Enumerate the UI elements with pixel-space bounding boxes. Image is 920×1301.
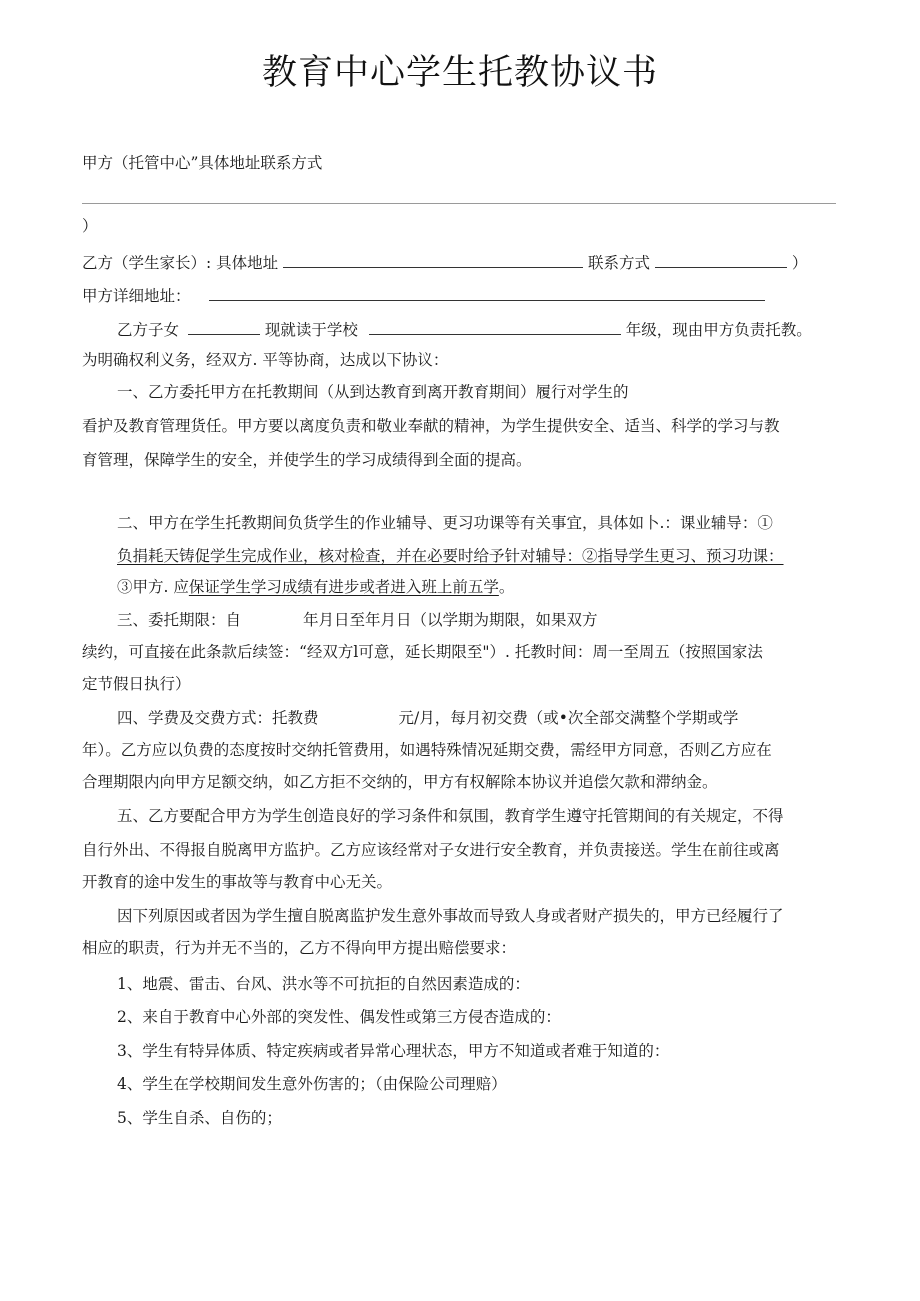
clause2-line-3: [117, 576, 514, 598]
clause3-line-1-a: 三、委托期限：自: [117, 611, 242, 629]
exemption-intro-line-2: 相应的职责，行为并无不当的，乙方不得向甲方提出赔偿要求：: [82, 939, 517, 957]
clause2-line-3-plain: ③甲方. 应: [117, 578, 189, 596]
clause4-line-3: 合理期限内向甲方足额交纳，如乙方拒不交纳的，甲方有权解除本协议并追偿欠款和滞纳金。: [82, 773, 718, 791]
clause3-line-3: 定节假日执行）: [82, 675, 191, 693]
party-a-address-label: 甲方详细地址：: [82, 287, 191, 305]
clause3-line-2: 续约，可直接在此条款后续签：“经双方l可意，延长期限至"）. 托教时间：周一至周五（按照国家法: [82, 643, 763, 661]
party-b-contact-label: 联系方式: [588, 254, 651, 272]
party-a-address-blank: [209, 284, 765, 301]
party-a-close: ）: [82, 217, 98, 235]
child-middle: 现就读于学校: [264, 321, 358, 339]
clause1-line-1: 一、乙方委托甲方在托教期间（从到达教育到离开教育期间）履行对学生的: [117, 383, 629, 401]
clause4-line-2: 年）。乙方应以负费的态度按时交纳托管费用，如遇特殊情况延期交费，需经甲方同意，否则乙方应在: [82, 741, 772, 759]
clause4-line-1: [117, 707, 738, 729]
clause2-line-3-underlined: 保证学生学习成绩有进步或者进入班上前五学: [188, 578, 499, 596]
clause2-line-1: 二、甲方在学生托教期间负货学生的作业辅导、更习功课等有关事宜，具体如卜.：课业辅导：①: [117, 514, 773, 532]
clause5-line-3: 开教育的途中发生的事故等与教育中心无关。: [82, 873, 393, 891]
clause2-line-3-end: 。: [498, 578, 515, 596]
exemption-item-4: 4、学生在学校期间发生意外伤害的；（由保险公司理赔）: [117, 1075, 507, 1093]
school-blank: [369, 318, 621, 335]
clause4-line-1-a: 四、学费及交费方式：托教费: [117, 709, 319, 727]
clause3-line-1-b: 年月日至年月日（以学期为期限，如果双方: [303, 611, 598, 629]
clause1-line-2: 看护及教育管理货任。甲方要以离度负责和敬业奉献的精神，为学生提供安全、适当、科学的学习与教: [82, 417, 780, 435]
exemption-item-3: 3、学生有特异体质、特定疾病或者异常心理状态，甲方不知道或者难于知道的：: [117, 1042, 670, 1060]
party-b-contact-blank: [655, 251, 787, 268]
child-suffix: 年级，现由甲方负责托教。: [625, 321, 812, 339]
clause5-line-2: 自行外出、不得报自脱离甲方监护。乙方应该经常对子女进行安全教育，并负责接送。学生在前往或离: [82, 841, 780, 859]
party-b-address-blank: [283, 251, 583, 268]
clause3-line-1: [117, 609, 598, 631]
child-prefix: 乙方子女: [117, 321, 180, 339]
exemption-item-5: 5、学生自杀、自伤的；: [117, 1109, 282, 1127]
party-b-line: [82, 251, 807, 274]
document-title: 教育中心学生托教协议书: [261, 53, 658, 93]
party-a-line: 甲方（托管中心”具体地址联系方式: [82, 154, 323, 172]
party-a-address-line: [82, 284, 765, 307]
child-line: [117, 318, 812, 341]
clause2-line-2: 负捐耗天铸促学生完成作业，核对检查，并在必要时给予针对辅导：②指导学生更习、预习功课：: [117, 547, 784, 565]
exemption-item-1: 1、地震、雷击、台风、洪水等不可抗拒的自然因素造成的：: [117, 975, 530, 993]
clause1-line-3: 育管理，保障学生的安全，并使学生的学习成绩得到全面的提高。: [82, 451, 532, 469]
exemption-item-2: 2、来自于教育中心外部的突发性、偶发性或第三方侵杏造成的：: [117, 1008, 561, 1026]
party-a-fill-line: [82, 203, 836, 204]
party-b-close: ）: [791, 254, 808, 272]
exemption-intro-line-1: 因下列原因或者因为学生擅自脱离监护发生意外事故而导致人身或者财产损失的，甲方已经履行了: [117, 907, 784, 925]
clause4-line-1-b: 元/月，每月初交费（或•次全部交满整个学期或学: [398, 709, 739, 727]
intro-line: 为明确权利义务，经双方. 平等协商，达成以下协议：: [82, 351, 449, 369]
party-b-label: 乙方（学生家长）: 具体地址: [82, 254, 279, 272]
clause5-line-1: 五、乙方要配合甲方为学生创造良好的学习条件和氛围，教育学生遵守托管期间的有关规定，不得: [117, 807, 784, 825]
child-name-blank: [188, 318, 260, 335]
